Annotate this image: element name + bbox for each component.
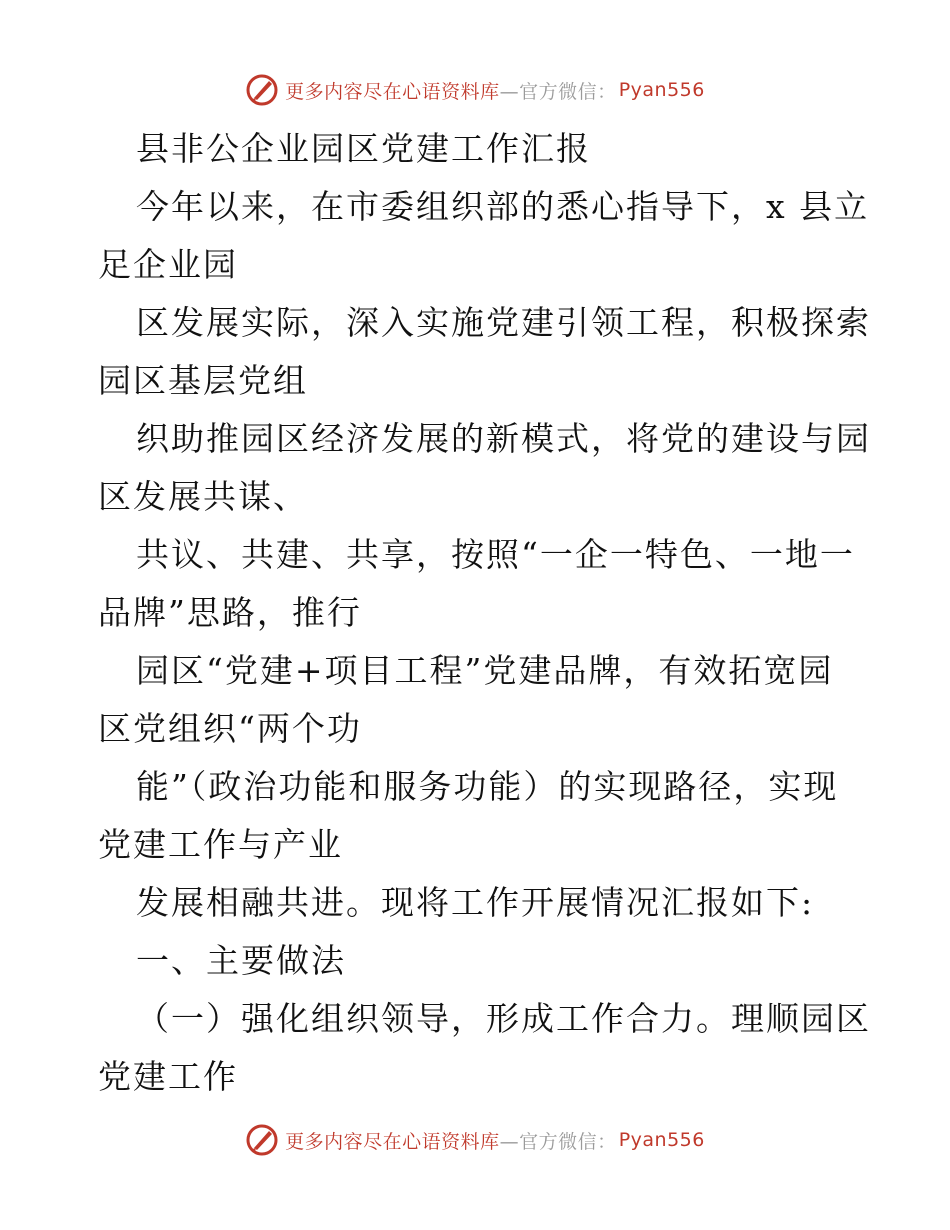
watermark-main-text: 更多内容尽在心语资料库 (285, 80, 500, 103)
watermark-wechat-id: Pyan556 (618, 79, 705, 101)
paragraph-line: 区党组织“两个功 (98, 709, 362, 748)
footer-watermark (0, 1120, 950, 1160)
paragraph-line: 区发展共谋、 (98, 477, 308, 516)
paragraph-line: 园区“党建+项目工程”党建品牌，有效拓宽园 (136, 651, 834, 690)
paragraph-line: 织助推园区经济发展的新模式，将党的建设与园 (136, 419, 871, 458)
paragraph-line: 党建工作与产业 (98, 825, 343, 864)
paragraph-line: 党建工作 (98, 1057, 238, 1096)
document-title: 县非公企业园区党建工作汇报 (136, 129, 591, 168)
paragraph-line: 品牌”思路，推行 (98, 593, 362, 632)
paragraph-line: 园区基层党组 (98, 361, 308, 400)
watermark-separator-text: —官方微信： (499, 80, 617, 103)
watermark-separator-text: —官方微信： (499, 1130, 617, 1153)
paragraph-line: 区发展实际，深入实施党建引领工程，积极探索 (136, 303, 871, 342)
document-body (98, 120, 871, 1106)
watermark-wechat-id: Pyan556 (618, 1129, 705, 1151)
subsection-heading: （一）强化组织领导，形成工作合力。理顺园区 (136, 999, 871, 1038)
paragraph-line: 足企业园 (98, 245, 238, 284)
paragraph-line: 今年以来，在市委组织部的悉心指导下，x 县立 (136, 187, 870, 226)
watermark-main-text: 更多内容尽在心语资料库 (285, 1130, 500, 1153)
paragraph-line: 能”（政治功能和服务功能）的实现路径，实现 (136, 767, 839, 806)
quill-pen-circle-icon (245, 1123, 279, 1157)
paragraph-line: 发展相融共进。现将工作开展情况汇报如下: (136, 883, 815, 922)
quill-pen-circle-icon (245, 73, 279, 107)
section-heading: 一、主要做法 (136, 941, 346, 980)
header-watermark (0, 70, 950, 110)
paragraph-line: 共议、共建、共享，按照“一企一特色、一地一 (136, 535, 855, 574)
